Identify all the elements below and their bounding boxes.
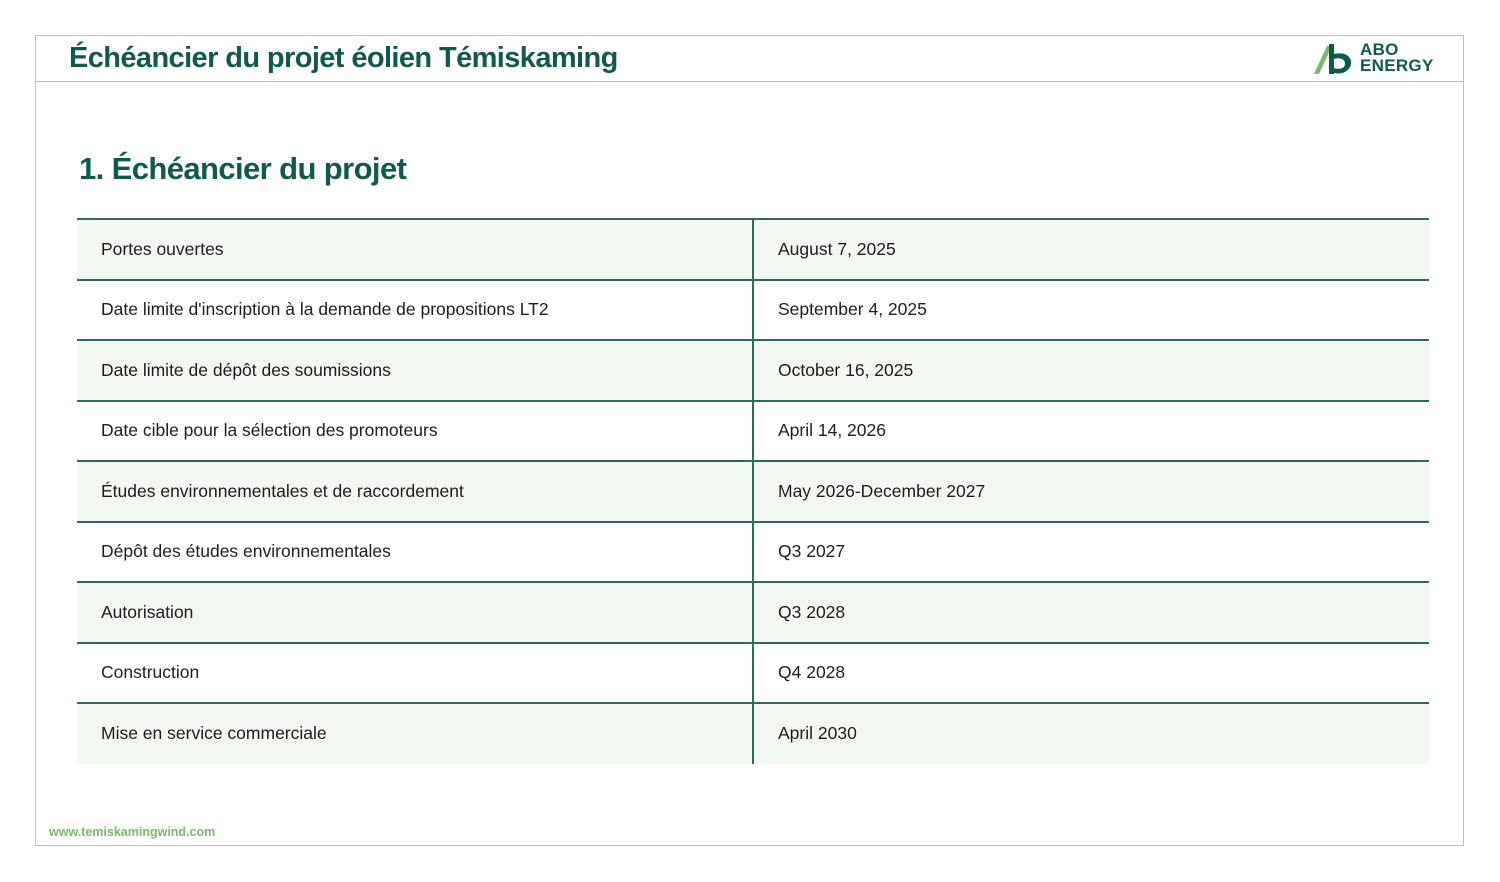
table-row (77, 582, 1429, 643)
date-cell: August 7, 2025 (753, 219, 1429, 280)
table-row (77, 522, 1429, 583)
event-cell: Mise en service commerciale (77, 703, 753, 764)
footer-website-link[interactable]: www.temiskamingwind.com (49, 825, 216, 839)
event-cell: Études environnementales et de raccordement (77, 461, 753, 522)
event-cell: Date cible pour la sélection des promoteurs (77, 401, 753, 462)
date-cell: October 16, 2025 (753, 340, 1429, 401)
table-row (77, 340, 1429, 401)
table-row (77, 703, 1429, 764)
event-cell: Date limite de dépôt des soumissions (77, 340, 753, 401)
date-cell: May 2026-December 2027 (753, 461, 1429, 522)
table-row (77, 461, 1429, 522)
table-row (77, 643, 1429, 704)
event-cell: Portes ouvertes (77, 219, 753, 280)
abo-energy-logo-mark-icon (1312, 42, 1354, 76)
date-cell: Q3 2028 (753, 582, 1429, 643)
logo-wordmark (1360, 42, 1434, 74)
event-cell: Dépôt des études environnementales (77, 522, 753, 583)
date-cell: Q4 2028 (753, 643, 1429, 704)
table-row (77, 401, 1429, 462)
event-cell: Date limite d'inscription à la demande de propositions LT2 (77, 280, 753, 341)
header-divider (36, 81, 1463, 82)
table-row (77, 219, 1429, 280)
date-cell: April 2030 (753, 703, 1429, 764)
date-cell: September 4, 2025 (753, 280, 1429, 341)
page-title: Échéancier du projet éolien Témiskaming (69, 42, 618, 74)
company-logo (1312, 42, 1436, 76)
date-cell: April 14, 2026 (753, 401, 1429, 462)
event-cell: Construction (77, 643, 753, 704)
logo-line-energy: ENERGY (1360, 56, 1434, 75)
table-row (77, 280, 1429, 341)
timeline-table (77, 218, 1429, 764)
event-cell: Autorisation (77, 582, 753, 643)
section-title: 1. Échéancier du projet (79, 151, 407, 186)
date-cell: Q3 2027 (753, 522, 1429, 583)
logo-line-abo: ABO (1360, 40, 1399, 59)
